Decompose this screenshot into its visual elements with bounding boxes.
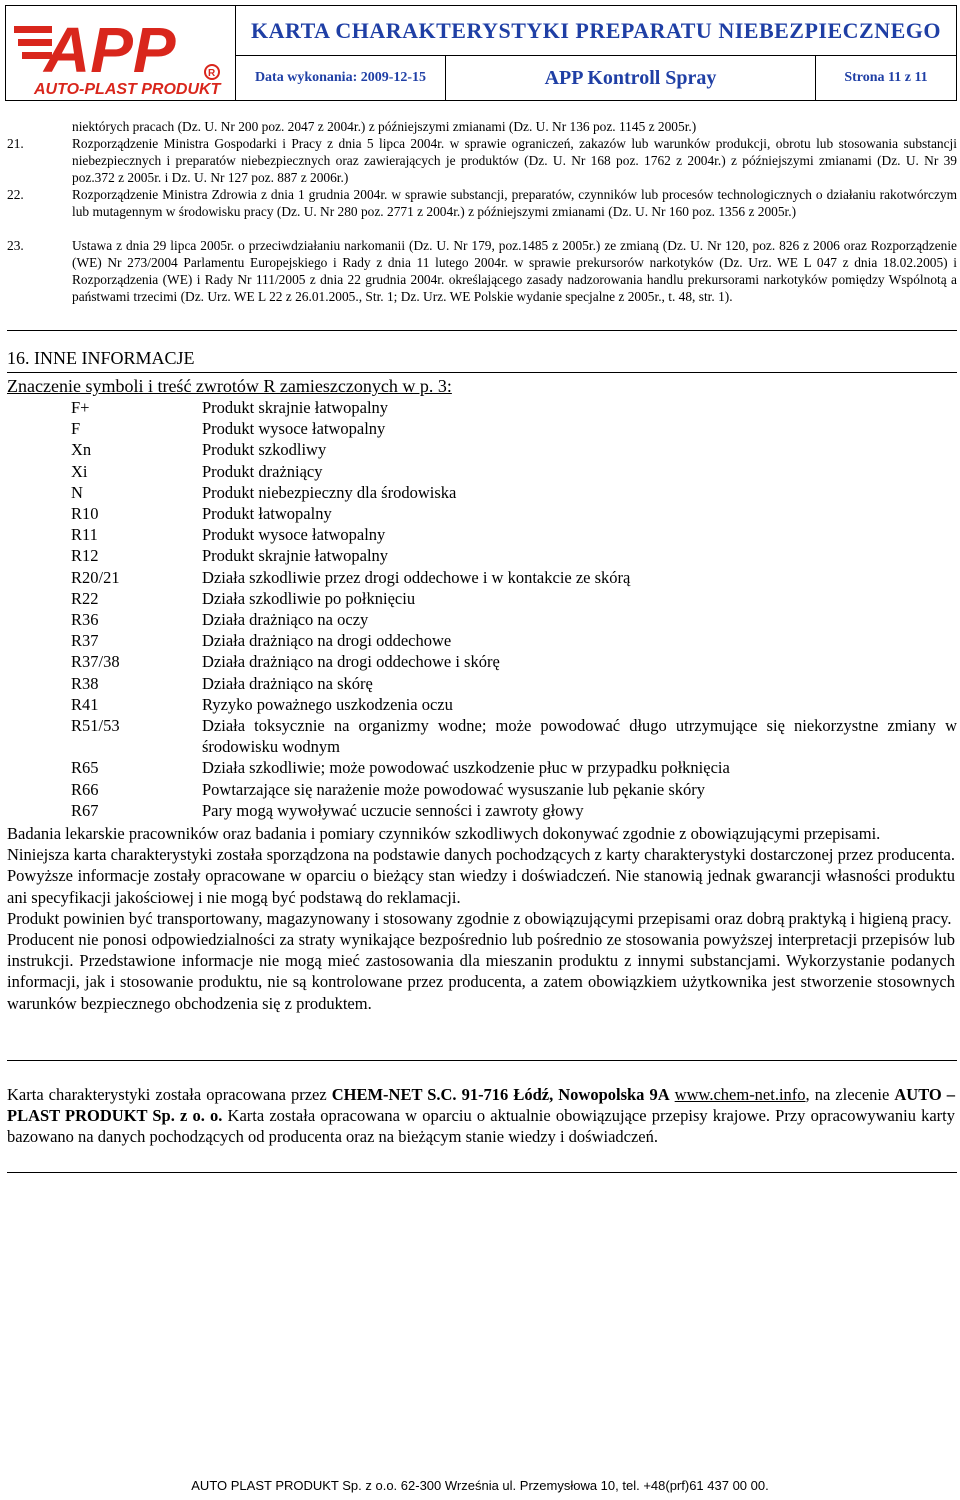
logo-text: APP xyxy=(44,14,176,86)
symbol-description: Pary mogą wywoływać uczucie senności i zawroty głowy xyxy=(202,800,584,820)
document-title: KARTA CHARAKTERYSTYKI PREPARATU NIEBEZPIECZNEGO xyxy=(251,17,941,43)
regulation-item xyxy=(7,186,957,220)
regulation-continuation: niektórych pracach (Dz. U. Nr 200 poz. 2047 z 2004r.) z późniejszymi zmianami (Dz. U. Nr 136 poz. 1145 z 2005r.) xyxy=(72,119,697,134)
symbol-code: R22 xyxy=(71,588,99,608)
symbols-subheading: Znaczenie symboli i treść zwrotów R zamieszczonych w p. 3: xyxy=(7,376,452,396)
symbol-description: Produkt niebezpieczny dla środowiska xyxy=(202,482,457,502)
paragraph-divider xyxy=(7,1060,957,1061)
symbol-row xyxy=(71,630,957,651)
prepared-suffix: Karta została opracowana w oparciu o aktualnie obowiązujące przepisy krajowe. Przy opracowywaniu karty bazowano na danych pochodzących od producenta oraz na bieżącym stanie wiedzy i doświadczeń. xyxy=(7,1106,956,1147)
website-link[interactable]: www.chem-net.info xyxy=(674,1085,806,1104)
regulation-text: Rozporządzenie Ministra Zdrowia z dnia 1 grudnia 2004r. w sprawie substancji, preparatów, czynników lub procesów technologicznych o działaniu rakotwórczym lub mutagennym w środowisku pracy (Dz. U. Nr 280 poz. 2771 z 2004r.) z późniejszymi zmianami (Dz. U. Nr 160 poz. 1356 z 2005r.) xyxy=(72,187,957,219)
symbol-code: R66 xyxy=(71,779,99,799)
symbol-row xyxy=(71,694,957,715)
regulation-number: 22. xyxy=(7,187,24,202)
product-name: APP Kontroll Spray xyxy=(446,56,816,100)
symbol-description: Działa szkodliwie przez drogi oddechowe i w kontakcie ze skórą xyxy=(202,567,631,587)
prepared-by-paragraph xyxy=(7,1084,955,1148)
symbol-row xyxy=(71,503,957,524)
symbol-code: R11 xyxy=(71,525,98,545)
symbol-code: R41 xyxy=(71,694,99,714)
preparer-company: CHEM-NET S.C. 91-716 Łódź, Nowopolska 9A xyxy=(331,1085,670,1104)
symbol-code: F xyxy=(71,419,81,439)
regulation-item xyxy=(7,135,957,186)
symbol-code: R51/53 xyxy=(71,716,120,736)
symbol-description: Działa toksycznie na organizmy wodne; może powodować długo utrzymujące się niekorzystne zmiany w środowisku wodnym xyxy=(202,716,957,757)
client-company: AUTO – PLAST PRODUKT Sp. z o. o. xyxy=(7,1085,956,1126)
symbol-description: Produkt skrajnie łatwopalny xyxy=(202,546,389,566)
prepared-middle: , na zlecenie xyxy=(805,1085,890,1104)
symbol-code: R38 xyxy=(71,673,99,693)
section-divider xyxy=(7,330,957,331)
symbol-description: Produkt szkodliwy xyxy=(202,440,327,460)
symbol-description: Produkt drażniący xyxy=(202,461,323,481)
svg-text:R: R xyxy=(208,68,216,79)
symbol-row xyxy=(71,439,957,460)
symbol-code: N xyxy=(71,482,83,502)
app-logo-graphic xyxy=(14,12,229,96)
other-info-paragraphs xyxy=(7,823,955,1014)
end-divider xyxy=(7,1172,957,1173)
symbol-description: Działa szkodliwie po połknięciu xyxy=(202,588,416,608)
document-title-row xyxy=(236,6,956,56)
regulation-item xyxy=(7,237,957,305)
section-heading-rule xyxy=(7,372,957,373)
page-number: Strona 11 z 11 xyxy=(844,70,928,85)
symbol-description: Produkt łatwopalny xyxy=(202,504,332,524)
page-footer: AUTO PLAST PRODUKT Sp. z o.o. 62-300 Września ul. Przemysłowa 10, tel. +48(prf)61 437 00 00. xyxy=(191,1478,769,1493)
regulation-text: Rozporządzenie Ministra Gospodarki i Pracy z dnia 5 lipca 2004r. w sprawie ograniczeń, zakazów lub warunków produkcji, obrotu lub stosowania substancji niebezpiecznych i preparatów niebezpiecznych oraz zawierających je produktów (Dz. U. Nr 168 poz. 1762 z 2004r.) z późniejszymi zmianami (Dz. U. Nr 39 poz.372 z 2005r. i Dz. U. Nr 127 poz. 887 z 2006r.) xyxy=(72,136,957,185)
symbol-code: R67 xyxy=(71,800,99,820)
document-header xyxy=(5,5,957,101)
symbol-code: Xn xyxy=(71,440,92,460)
paragraph: Badania lekarskie pracowników oraz badania i pomiary czynników szkodliwych dokonywać zgodnie z obowiązującymi przepisami. xyxy=(7,824,881,843)
regulation-number: 21. xyxy=(7,136,24,151)
symbol-row xyxy=(71,524,957,545)
symbol-code: R65 xyxy=(71,758,99,778)
header-info-row xyxy=(236,56,956,100)
symbol-description: Działa szkodliwie; może powodować uszkodzenie płuc w przypadku połknięcia xyxy=(202,758,730,778)
symbol-code: Xi xyxy=(71,461,88,481)
symbol-description: Produkt wysoce łatwopalny xyxy=(202,525,386,545)
symbol-row xyxy=(71,461,957,482)
symbol-row xyxy=(71,715,957,757)
symbol-row xyxy=(71,609,957,630)
prepared-prefix: Karta charakterystyki została opracowana przez xyxy=(7,1085,327,1104)
symbol-row xyxy=(71,779,957,800)
symbol-code: F+ xyxy=(71,398,90,417)
symbol-description: Działa drażniąco na skórę xyxy=(202,673,373,693)
symbol-description: Działa drażniąco na oczy xyxy=(202,610,369,630)
symbol-code: R20/21 xyxy=(71,567,120,587)
symbol-description: Ryzyko poważnego uszkodzenia oczu xyxy=(202,694,453,714)
symbol-row xyxy=(71,800,957,821)
symbol-description: Działa drażniąco na drogi oddechowe i skórę xyxy=(202,652,500,672)
symbol-description: Produkt skrajnie łatwopalny xyxy=(202,398,389,417)
symbol-description: Produkt wysoce łatwopalny xyxy=(202,419,386,439)
symbol-code: R10 xyxy=(71,504,99,524)
regulation-text: Ustawa z dnia 29 lipca 2005r. o przeciwdziałaniu narkomanii (Dz. U. Nr 179, poz.1485 z 2005r.) ze zmianą (Dz. U. Nr 120, poz. 826 z 2006 oraz Rozporządzenie (WE) Nr 273/2004 Parlamentu Europejskiego i Rady z dnia 11 lutego 2004r. w sprawie prekursorów narkotyków (Dz. Urz. WE L 047 z dnia 18.02.2005) i Rozporządzenia (WE) i Rady Nr 111/2005 z dnia 22 grudnia 2004r. określającego zasady nadzorowania handlu prekursorami narkotyków pomiędzy Wspólnotą a państwami trzecimi (Dz. Urz. WE L 22 z 26.01.2005., Str. 1; Dz. Urz. WE Polskie wydanie specjalne z 2005r., t. 48, str. 1). xyxy=(72,238,957,304)
company-logo xyxy=(6,6,236,100)
symbol-row xyxy=(71,673,957,694)
logo-subtext: AUTO-PLAST PRODUKT xyxy=(34,81,221,96)
symbol-description: Powtarzające się narażenie może powodować wysuszanie lub pękanie skóry xyxy=(202,779,706,799)
paragraph: Producent nie ponosi odpowiedzialności za straty wynikające bezpośrednio lub pośrednio ze stosowania powyższej interpretacji przepisów lub instrukcji. Przedstawione informacje nie mogą mieć zastosowania dla mieszanin produktu z innymi substancjami. Wykorzystanie podanych informacji, jak i stosowanie produktu, nie są kontrolowane przez producenta, a zatem obowiązkiem użytkownika jest stworzenie stosownych warunków bezpiecznego obchodzenia się z produktem. xyxy=(7,930,955,1013)
symbol-description: Działa drażniąco na drogi oddechowe xyxy=(202,631,452,651)
regulation-number: 23. xyxy=(7,238,24,253)
creation-date: Data wykonania: 2009-12-15 xyxy=(236,56,446,100)
symbol-row xyxy=(71,397,957,418)
symbol-row xyxy=(71,545,957,566)
symbol-row xyxy=(71,418,957,439)
paragraph: Produkt powinien być transportowany, magazynowany i stosowany zgodnie z obowiązującymi przepisami oraz dobrą praktyką i higieną pracy. xyxy=(7,908,952,928)
paragraph: Niniejsza karta charakterystyki została sporządzona na podstawie danych pochodzących z karty charakterystyki dostarczonej przez producenta. Powyższe informacje zostały opracowane w oparciu o bieżący stan wiedzy i doświadczeń. Nie stanowią jednak gwarancji własności produktu ani specyfikacji jakościowej i nie mogą być podstawą do reklamacji. xyxy=(7,845,955,907)
symbol-code: R36 xyxy=(71,610,99,630)
symbol-code: R12 xyxy=(71,546,99,566)
symbols-table xyxy=(71,397,957,821)
symbol-code: R37 xyxy=(71,631,99,651)
symbol-row xyxy=(71,482,957,503)
symbol-row xyxy=(71,651,957,672)
symbol-row xyxy=(71,588,957,609)
section-heading: 16. INNE INFORMACJE xyxy=(7,348,195,368)
symbol-row xyxy=(71,567,957,588)
symbol-row xyxy=(71,757,957,778)
symbol-code: R37/38 xyxy=(71,652,120,672)
